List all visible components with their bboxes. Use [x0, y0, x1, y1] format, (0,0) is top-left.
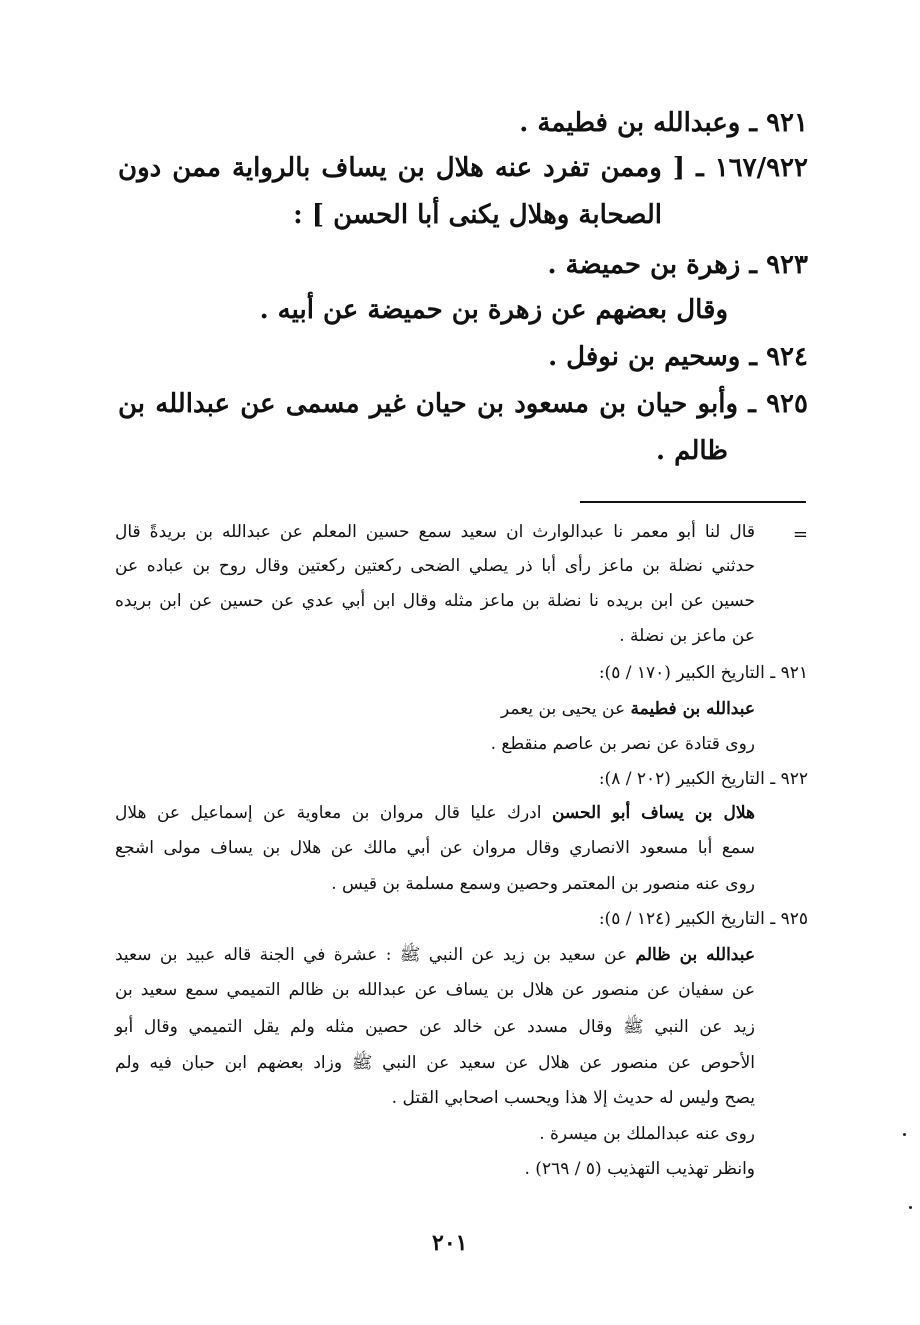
entry-923-note: وقال بعضهم عن زهرة بن حميضة عن أبيه . — [259, 295, 728, 325]
footnote-922-name: هلال بن يساف أبو الحسن — [551, 803, 755, 823]
footnote-925-line7: وانظر تهذيب التهذيب (٥ / ٢٦٩) . — [524, 1159, 755, 1179]
footnote-922-line1 — [115, 803, 755, 823]
footnote-921-line2: روى قتادة عن نصر بن عاصم منقطع . — [490, 734, 755, 754]
footnote-921-name: عبدالله بن فطيمة — [630, 699, 755, 719]
footnote-922-line3: روى عنه منصور بن المعتمر وحصين وسمع مسلمة بن قيس . — [331, 874, 755, 894]
footnote-cont-line4: عن ماعز بن نضلة . — [619, 626, 755, 646]
footnote-921-text: عن يحيى بن يعمر — [500, 699, 631, 719]
footnote-cont-line1: قال لنا أبو معمر نا عبدالوارث ان سعيد سمع حسين المعلم عن عبدالله بن بريدةً قال — [115, 522, 755, 542]
entry-922-line1: ١٦٧/٩٢٢ ـ [ وممن تفرد عنه هلال بن يساف بالرواية ممن دون — [118, 153, 808, 183]
entry-922-line2: الصحابة وهلال يكنى أبا الحسن ] : — [293, 200, 662, 230]
footnote-cont-line2: حدثني نضلة بن ماعز رأى أبا ذر يصلي الضحى ركعتين ركعتين وقال روح بن عباده عن — [115, 556, 755, 576]
entry-925-line1: ٩٢٥ ـ وأبو حيان بن مسعود بن حيان غير مسمى عن عبدالله بن — [118, 389, 808, 419]
entry-924: ٩٢٤ ـ وسحيم بن نوفل . — [548, 342, 808, 372]
footnote-separator — [580, 501, 806, 503]
footnote-925-line5: يصح وليس له حديث إلا هذا ويحسب اصحابي القتل . — [391, 1088, 755, 1108]
footnote-925-heading: ٩٢٥ ـ التاريخ الكبير (١٢٤ / ٥): — [598, 909, 808, 929]
footnote-925-line1 — [115, 944, 755, 969]
footnote-continuation-marker: = — [792, 524, 808, 545]
page-number: ٢٠١ — [432, 1230, 468, 1256]
footnote-921-line1 — [501, 699, 755, 719]
footnote-922-heading: ٩٢٢ ـ التاريخ الكبير (٢٠٢ / ٨): — [598, 769, 808, 789]
scan-speck — [903, 1133, 906, 1136]
scan-speck — [909, 1206, 912, 1209]
entry-925-line2: ظالم . — [656, 436, 728, 466]
entry-923: ٩٢٣ ـ زهرة بن حميضة . — [547, 250, 808, 280]
entry-921: ٩٢١ ـ وعبدالله بن فطيمة . — [519, 108, 808, 138]
footnote-925-line6: روى عنه عبدالملك بن ميسرة . — [539, 1124, 755, 1144]
footnote-925-text: عن سعيد بن زيد عن النبي ﷺ : عشرة في الجنة قاله عبيد بن سعيد — [115, 945, 636, 965]
footnote-921-heading: ٩٢١ ـ التاريخ الكبير (١٧٠ / ٥): — [598, 663, 808, 683]
footnote-925-line3: زيد عن النبي ﷺ وقال مسدد عن خالد عن حصين مثله ولم يقل التميمي وقال أبو — [115, 1017, 755, 1037]
footnote-925-line2: عن سفيان عن منصور عن هلال بن يساف عن عبدالله بن ظالم التميمي سمع سعيد بن — [115, 980, 755, 1000]
footnote-925-line4: الأحوص عن منصور عن هلال عن سعيد عن النبي ﷺ وزاد بعضهم ابن حبان فيه ولم — [115, 1053, 755, 1073]
footnote-cont-line3: حسين عن ابن بريده نا نضلة بن ماعز مثله وقال ابن أبي عدي عن حسين عن ابن بريده — [115, 591, 755, 611]
footnote-922-text: ادرك عليا قال مروان بن معاوية عن إسماعيل عن هلال — [115, 803, 552, 823]
footnote-925-name: عبدالله بن ظالم — [635, 945, 755, 965]
footnote-922-line2: سمع أبا مسعود الانصاري وقال مروان عن أبي مالك عن هلال بن يساف مولى اشجع — [115, 838, 755, 858]
